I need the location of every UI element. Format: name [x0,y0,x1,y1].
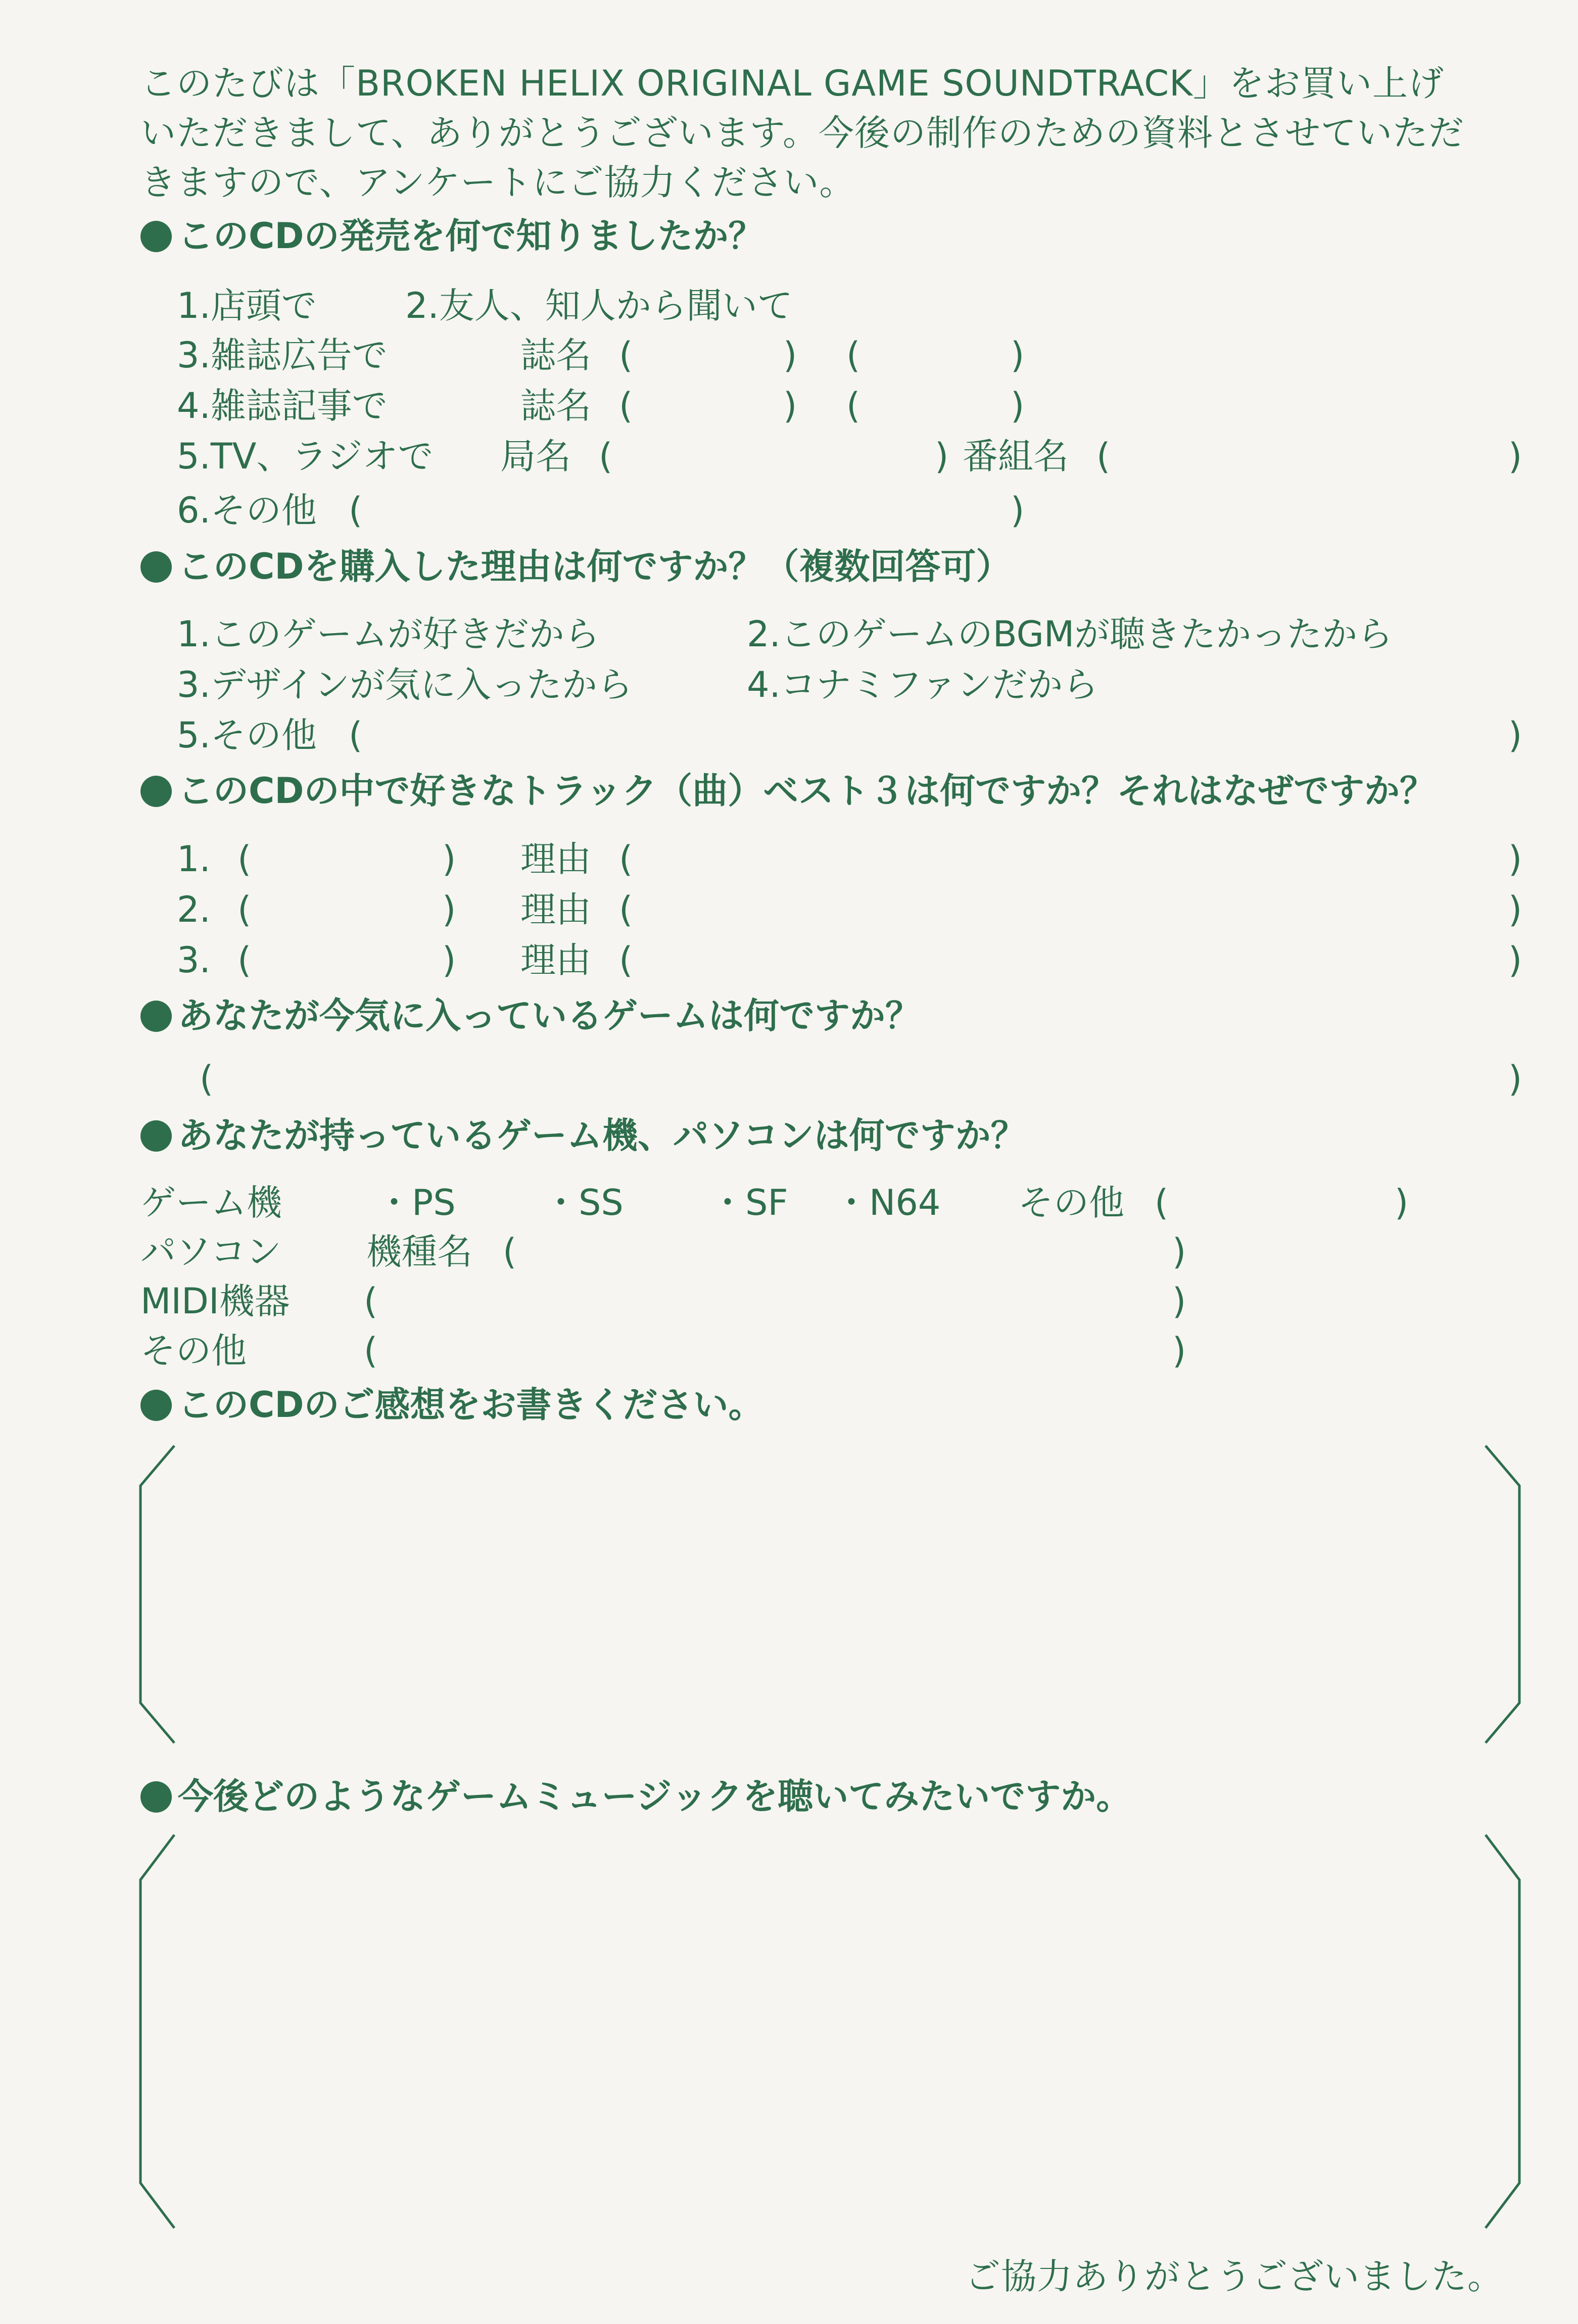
q3-track-field-3-close: ) [442,939,456,981]
q5-option-sf[interactable]: ・SF [710,1182,788,1223]
question-4-title: あなたが今気に入っているゲームは何ですか？ [140,998,921,1033]
q1-magazine-label-1: 誌名 [520,335,591,376]
q1-station-field[interactable]: ( [599,436,613,477]
q5-pc-label: パソコン [140,1231,281,1272]
q3-track-field-1[interactable]: ( [237,838,252,880]
q5-model-field[interactable]: ( [503,1231,517,1272]
q3-reason-label-1: 理由 [520,838,591,880]
q1-magazine-field-2[interactable]: ( [846,335,860,376]
intro-line-1: このたびは「BROKEN HELIX ORIGINAL GAME SOUNDTRACK」をお買い上げ [140,63,1445,104]
q1-option-4[interactable]: 4.雑誌記事で [177,385,388,426]
q5-midi-field[interactable]: ( [364,1280,378,1322]
q3-reason-field-3-close: ) [1508,939,1522,981]
bracket-frame [136,1443,1523,1746]
bullet-icon [140,1390,172,1421]
q5-model-field-close: ) [1172,1231,1186,1272]
q2-option-4[interactable]: 4.コナミファンだから [747,664,1098,705]
q3-reason-label-2: 理由 [520,889,591,930]
question-5-title: あなたが持っているゲーム機、パソコンは何ですか？ [140,1118,1026,1153]
closing-message: ご協力ありがとうございました。 [965,2256,1503,2297]
q5-model-label: 機種名 [366,1231,472,1272]
q3-track-field-2[interactable]: ( [237,889,252,930]
q1-program-field-close: ) [1508,436,1522,477]
question-6-title: このCDのご感想をお書きください。 [140,1387,763,1422]
q6-comment-box[interactable] [136,1443,1523,1746]
q1-article-field-1[interactable]: ( [619,385,633,426]
q2-option-1[interactable]: 1.このゲームが好きだから [177,613,600,655]
bullet-icon [140,221,172,252]
q5-midi-label: MIDI機器 [140,1280,290,1322]
bullet-icon [140,776,172,807]
question-3-title: このCDの中で好きなトラック（曲）ベスト３は何ですか？それはなぜですか？ [140,773,1435,809]
question-2-title: このCDを購入した理由は何ですか？（複数回答可） [140,549,1011,584]
q1-magazine-field-1[interactable]: ( [619,335,633,376]
q1-station-field-close: ) [935,436,949,477]
q4-game-field[interactable]: ( [200,1058,214,1100]
q5-console-label: ゲーム機 [140,1182,282,1223]
q3-track-field-2-close: ) [442,889,456,930]
q5-option-ps[interactable]: ・PS [376,1182,456,1223]
q5-other-console-label: その他 [1018,1182,1124,1223]
q7-comment-box[interactable] [136,1832,1523,2231]
q1-article-field-2-close: ) [1011,385,1025,426]
q2-other-field-close: ) [1508,715,1522,756]
q1-magazine-field-2-close: ) [1011,335,1025,376]
bracket-frame [136,1832,1523,2231]
q2-option-2[interactable]: 2.このゲームのBGMが聴きたかったから [747,613,1393,655]
q3-track-field-3[interactable]: ( [237,939,252,981]
q1-magazine-label-2: 誌名 [520,385,591,426]
bullet-icon [140,1120,172,1152]
q5-midi-field-close: ) [1172,1280,1186,1322]
q3-rank-2: 2. [177,889,211,930]
q3-rank-1: 1. [177,838,211,880]
q1-other-field[interactable]: ( [349,490,363,531]
q3-reason-field-1-close: ) [1508,838,1522,880]
q1-option-6[interactable]: 6.その他 [177,490,317,531]
question-1-title: このCDの発売を何で知りましたか？ [140,218,763,254]
q1-option-3[interactable]: 3.雑誌広告で [177,335,388,376]
q2-other-field[interactable]: ( [349,715,363,756]
q3-reason-label-3: 理由 [520,939,591,981]
q3-rank-3: 3. [177,939,211,981]
bullet-icon [140,1781,172,1813]
q3-reason-field-1[interactable]: ( [619,838,633,880]
intro-line-2: いただきまして、ありがとうございます。今後の制作のための資料とさせていただ [140,112,1464,154]
q5-option-n64[interactable]: ・N64 [834,1182,941,1223]
q2-option-3[interactable]: 3.デザインが気に入ったから [177,664,633,705]
q5-other-console-field-close: ) [1395,1182,1409,1223]
q5-other-label: その他 [140,1330,247,1371]
q3-reason-field-2[interactable]: ( [619,889,633,930]
bullet-icon [140,551,172,583]
question-7-title: 今後どのようなゲームミュージックを聴いてみたいですか。 [140,1779,1131,1814]
q1-article-field-1-close: ) [783,385,797,426]
q5-option-ss[interactable]: ・SS [543,1182,624,1223]
q1-option-2[interactable]: 2.友人、知人から聞いて [405,285,793,326]
q1-program-field[interactable]: ( [1096,436,1111,477]
q3-reason-field-3[interactable]: ( [619,939,633,981]
q1-other-field-close: ) [1011,490,1025,531]
q2-option-5[interactable]: 5.その他 [177,715,317,756]
q1-option-1[interactable]: 1.店頭で [177,285,317,326]
q1-option-5[interactable]: 5.TV、ラジオで [177,436,434,477]
q3-track-field-1-close: ) [442,838,456,880]
q1-magazine-field-1-close: ) [783,335,797,376]
q3-reason-field-2-close: ) [1508,889,1522,930]
q5-other-field[interactable]: ( [364,1330,378,1371]
q1-program-label: 番組名 [963,436,1069,477]
q5-other-field-close: ) [1172,1330,1186,1371]
q4-game-field-close: ) [1508,1058,1522,1100]
q1-station-label: 局名 [500,436,571,477]
q5-other-console-field[interactable]: ( [1155,1182,1169,1223]
q1-article-field-2[interactable]: ( [846,385,860,426]
intro-line-3: きますので、アンケートにご協力ください。 [140,162,855,203]
bullet-icon [140,1001,172,1032]
